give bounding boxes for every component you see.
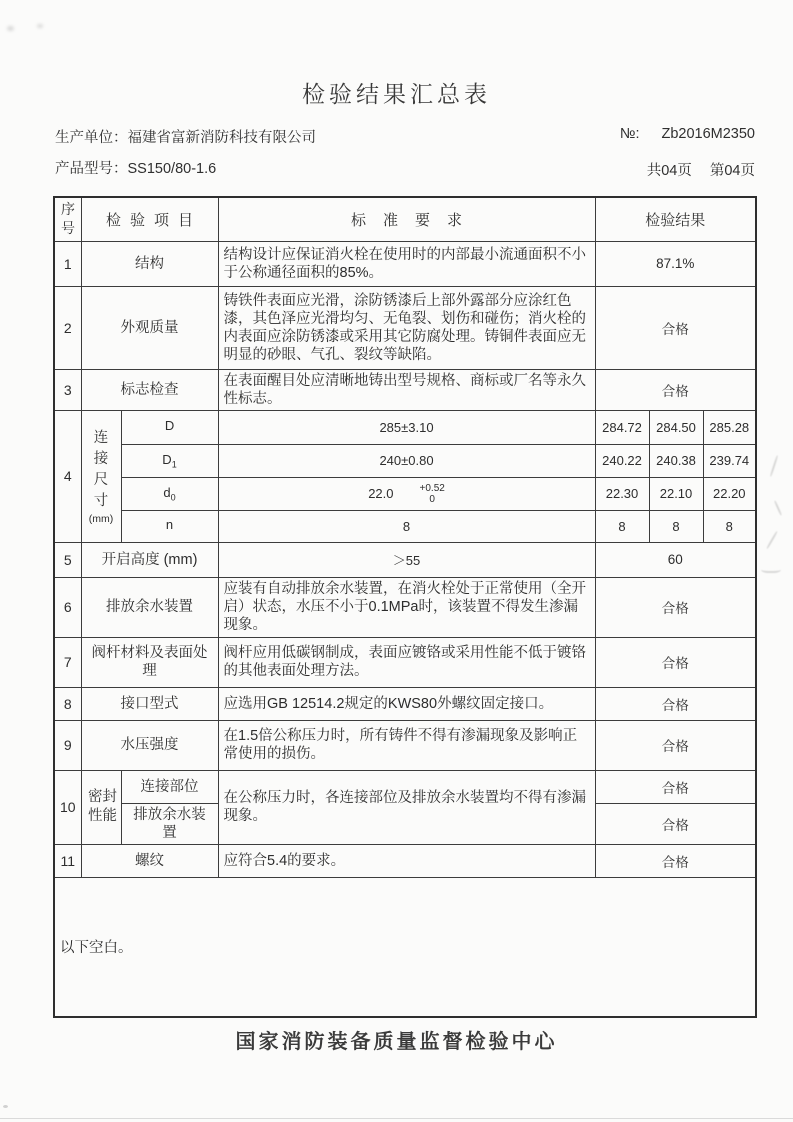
cell-result: 合格 [595,844,756,877]
cell-measure: 240.38 [649,444,703,477]
cell-result: 60 [595,542,756,577]
table-row [54,687,756,720]
cell-no: 11 [54,844,81,877]
cell-item: 阀杆材料及表面处理 [81,637,218,687]
cell-result: 合格 [595,687,756,720]
page-total: 共04页 [646,163,692,179]
scan-artifact [37,24,43,28]
cell-standard: 结构设计应保证消火栓在使用时的内部最小流通面积不小于公称通径面积的85%。 [218,241,595,286]
cell-measure: 240.22 [595,444,649,477]
pagination-line [647,159,755,180]
blank-note: 以下空白。 [54,877,756,1017]
cell-measure: 22.10 [649,477,703,510]
page-current: 第04页 [709,163,755,179]
cell-standard: 阀杆应用低碳钢制成，表面应镀铬或采用性能不低于镀铬的其他表面处理方法。 [218,637,595,687]
cell-result: 合格 [595,577,756,637]
cell-measure: 8 [703,510,756,542]
cell-measure: 22.30 [595,477,649,510]
scan-artifact [770,455,779,477]
cell-result: 合格 [595,720,756,770]
cell-result: 合格 [595,637,756,687]
cell-standard: 在1.5倍公称压力时，所有铸件不得有渗漏现象及影响正常使用的损伤。 [218,720,595,770]
scan-artifact [3,1105,8,1108]
cell-standard: 应装有自动排放余水装置，在消火栓处于正常使用（全开启）状态，水压不小于0.1MPa时，该装置不得发生渗漏现象。 [218,577,595,637]
table-row [54,410,756,444]
cell-no: 3 [54,369,81,410]
cell-standard: 应符合5.4的要求。 [218,844,595,877]
table-row [54,286,756,369]
scan-artifact [774,500,782,515]
table-row [54,444,756,477]
cell-subitem: 连接部位 [121,770,218,803]
scan-edge [0,1118,793,1119]
table-row [54,770,756,803]
table-row [54,577,756,637]
cell-result: 合格 [595,770,756,803]
cell-item: 排放余水装置 [81,577,218,637]
cell-measure: 284.50 [649,410,703,444]
cell-measure: 8 [649,510,703,542]
cell-result: 87.1% [595,241,756,286]
cell-item: 结构 [81,241,218,286]
table-row [54,637,756,687]
cell-measure: 239.74 [703,444,756,477]
cell-standard: ＞55 [218,542,595,577]
cell-item: 螺纹 [81,844,218,877]
cell-group-label: 连接尺寸 (mm) [81,410,121,542]
header-result: 检验结果 [595,197,756,241]
table-row [54,477,756,510]
table-row [54,241,756,286]
table-row [54,510,756,542]
producer-value: 福建省富新消防科技有限公司 [127,130,316,146]
cell-standard: 240±0.80 [218,444,595,477]
inspection-results-table [53,196,757,1018]
model-line [55,157,216,178]
table-row [54,542,756,577]
report-number-value: Zb2016M2350 [661,126,755,142]
cell-standard: 铸铁件表面应光滑，涂防锈漆后上部外露部分应涂红色漆，其色泽应光滑均匀、无龟裂、划伤和碰伤；消火栓的内表面应涂防锈漆或采用其它防腐处理。铸铜件表面应无明显的砂眼、气孔、裂纹等缺陷。 [218,286,595,369]
cell-item: 外观质量 [81,286,218,369]
cell-result: 合格 [595,286,756,369]
cell-item: 接口型式 [81,687,218,720]
cell-no: 9 [54,720,81,770]
cell-measure: 22.20 [703,477,756,510]
cell-item: 标志检查 [81,369,218,410]
issuing-organization: 国家消防装备质量监督检验中心 [235,1031,558,1053]
cell-standard: 应选用GB 12514.2规定的KWS80外螺纹固定接口。 [218,687,595,720]
cell-param: D [121,410,218,444]
cell-no: 10 [54,770,81,844]
cell-subitem: 排放余水装置 [121,803,218,844]
cell-standard: 8 [218,510,595,542]
cell-no: 6 [54,577,81,637]
header-item: 检验项目 [81,197,218,241]
cell-no: 2 [54,286,81,369]
cell-measure: 284.72 [595,410,649,444]
cell-measure: 8 [595,510,649,542]
header-standard: 标准要求 [218,197,595,241]
cell-standard: 在表面醒目处应清晰地铸出型号规格、商标或厂名等永久性标志。 [218,369,595,410]
cell-standard: 在公称压力时，各连接部位及排放余水装置均不得有渗漏现象。 [218,770,595,844]
cell-standard: 22.0 +0.52 0 [218,477,595,510]
cell-no: 7 [54,637,81,687]
producer-line [55,126,316,147]
model-value: SS150/80-1.6 [127,161,217,177]
table-header-row [54,197,756,241]
table-row [54,720,756,770]
cell-no: 4 [54,410,81,542]
cell-no: 1 [54,241,81,286]
tolerance-stack: +0.52 0 [419,482,445,505]
cell-standard: 285±3.10 [218,410,595,444]
cell-param: $D_1$ [121,444,218,477]
cell-measure: 285.28 [703,410,756,444]
document-title: 检验结果汇总表 [302,81,491,107]
table-row [54,844,756,877]
producer-label: 生产单位： [55,130,128,146]
report-number-label: №: [619,126,640,142]
cell-group-label: 密封性能 [81,770,121,844]
cell-param: $d_0$ [121,477,218,510]
scan-artifact [7,26,14,31]
header-no: 序号 [54,197,81,241]
cell-no: 5 [54,542,81,577]
model-label: 产品型号： [55,161,128,177]
cell-param: n [121,510,218,542]
cell-no: 8 [54,687,81,720]
table-blank-row [54,877,756,1017]
cell-item: 水压强度 [81,720,218,770]
cell-item: 开启高度 (mm) [81,542,218,577]
report-number-line [620,126,755,142]
scan-artifact [761,565,781,573]
scan-artifact [766,531,778,549]
cell-result: 合格 [595,803,756,844]
cell-result: 合格 [595,369,756,410]
table-row [54,369,756,410]
